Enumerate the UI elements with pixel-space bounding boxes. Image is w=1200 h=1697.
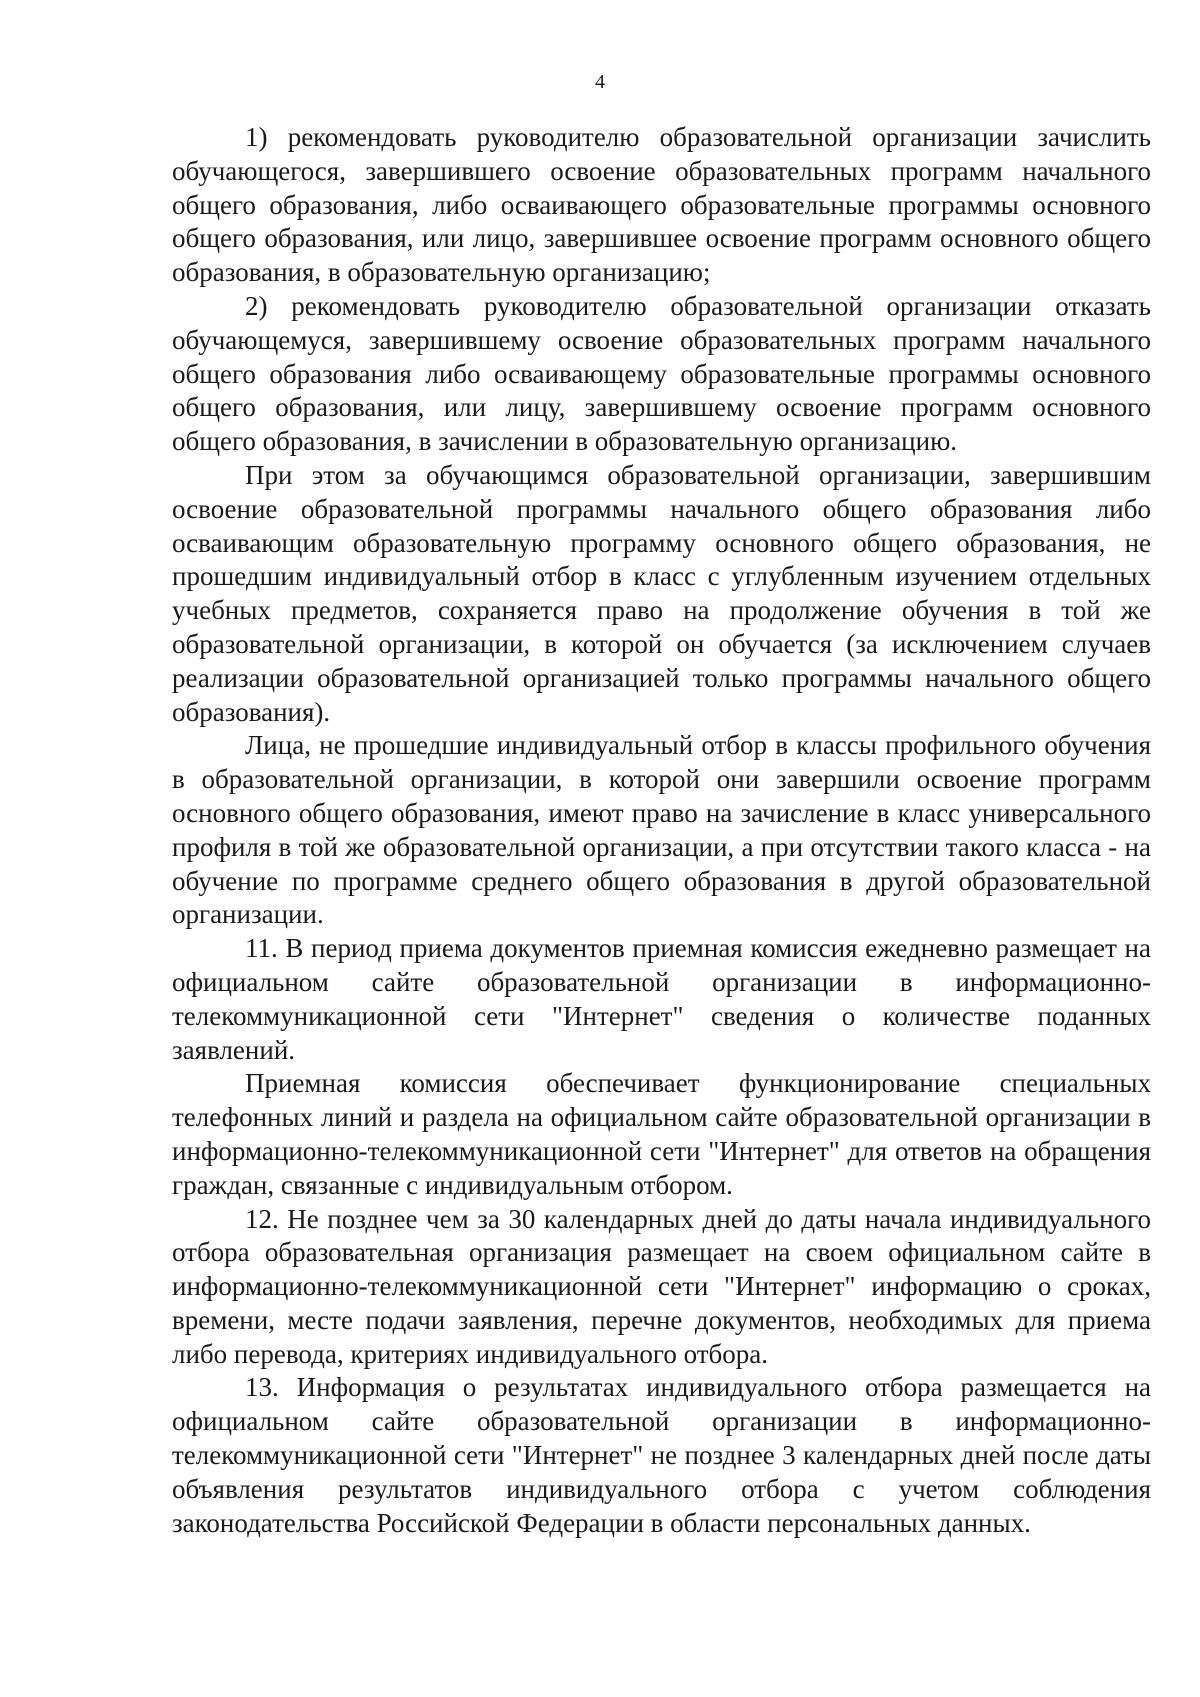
paragraph-universal-profile: Лица, не прошедшие индивидуальный отбор в классы профильного обучения в образовательной организации, в которой они завершили освоение программ основного общего образования, имеют право на зачисление в класс универсального профиля в той же образовательной организации, а при отсутствии такого класса - на обучение по программе среднего общего образования в другой образовательной организации. (172, 730, 1151, 930)
page-number: 4 (595, 71, 605, 93)
paragraph-recommend-enroll: 1) рекомендовать руководителю образовательной организации зачислить обучающегося, завершившего освоение образовательных программ начального общего образования, либо осваивающего образовательные программы основного общего образования, или лицо, завершившее освоение программ основного общего образования, в образовательную организацию; (172, 122, 1151, 288)
document-body (172, 121, 1151, 1540)
paragraph-hotline: Приемная комиссия обеспечивает функционирование специальных телефонных линий и раздела на официальном сайте образовательной организации в информационно-телекоммуникационной сети "Интернет" для ответов на обращения граждан, связанные с индивидуальным отбором. (172, 1068, 1151, 1200)
paragraph-recommend-refuse: 2) рекомендовать руководителю образовательной организации отказать обучающемуся, завершившему освоение образовательных программ начального общего образования либо осваивающему образовательные программы основного общего образования, или лицу, завершившему освоение программ основного общего образования, в зачислении в образовательную организацию. (172, 290, 1151, 457)
paragraph-right-to-continue: При этом за обучающимся образовательной организации, завершившим освоение образовательной программы начального общего образования либо осваивающим образовательную программу основного общего образования, не прошедшим индивидуальный отбор в класс с углубленным изучением отдельных учебных предметов, сохраняется право на продолжение обучения в той же образовательной организации, в которой он обучается (за исключением случаев реализации образовательной организацией только программы начального общего образования). (172, 459, 1151, 727)
paragraph-item-12: 12. Не позднее чем за 30 календарных дней до даты начала индивидуального отбора образовательная организация размещает на своем официальном сайте в информационно-телекоммуникационной сети "Интернет" информацию о сроках, времени, месте подачи заявления, перечне документов, необходимых для приема либо перевода, критериях индивидуального отбора. (172, 1203, 1151, 1369)
paragraph-item-13: 13. Информация о результатах индивидуального отбора размещается на официальном сайте образовательной организации в информационно-телекоммуникационной сети "Интернет" не позднее 3 календарных дней после даты объявления результатов индивидуального отбора с учетом соблюдения законодательства Российской Федерации в области персональных данных. (172, 1372, 1151, 1538)
paragraph-item-11: 11. В период приема документов приемная комиссия ежедневно размещает на официальном сайте образовательной организации в информационно-телекоммуникационной сети "Интернет" сведения о количестве поданных заявлений. (172, 933, 1151, 1065)
